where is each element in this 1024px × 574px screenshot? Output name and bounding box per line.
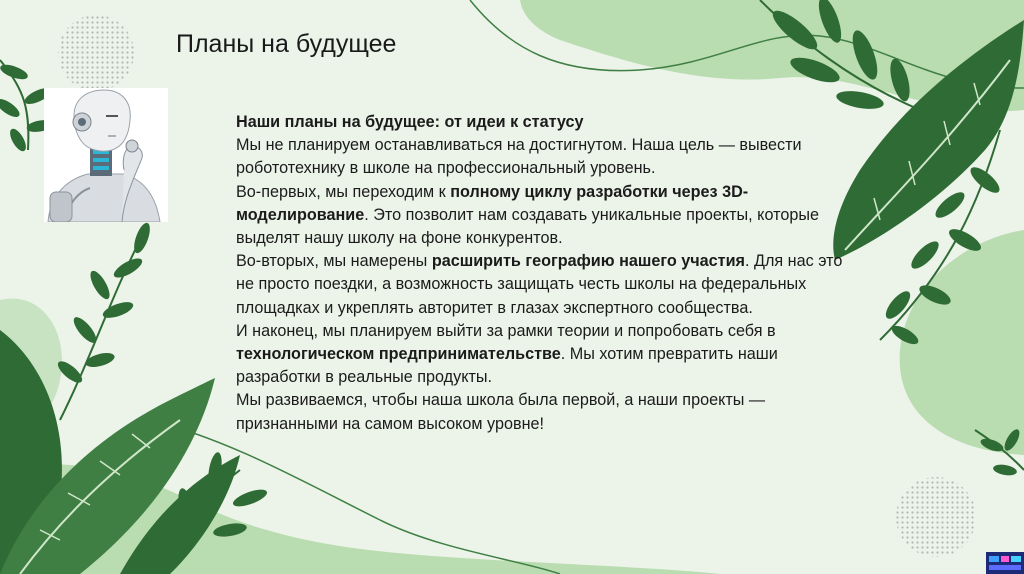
body-paragraph-2-start: Во-первых, мы переходим к: [236, 182, 451, 201]
body-heading: [236, 111, 856, 134]
robot-illustration: [44, 88, 168, 222]
dotted-circle-bottom: [896, 477, 976, 557]
dotted-circle-top: [58, 15, 134, 91]
body-paragraph-3: [236, 250, 856, 320]
body-paragraph-2-end: . Это позволит нам создавать уникальные проекты, которые выделят нашу школу на фоне конкурентов.: [236, 205, 819, 248]
presentation-badge-icon: [986, 552, 1024, 574]
body-paragraph-4-start: И наконец, мы планируем выйти за рамки теории и попробовать себя в: [236, 321, 776, 340]
slide-body-text: [236, 111, 856, 436]
body-paragraph-4-highlight: технологическом предпринимательстве: [236, 345, 561, 364]
body-paragraph-5: Мы развиваемся, чтобы наша школа была первой, а наши проекты — признанными на самом высоком уровне!: [236, 391, 766, 433]
body-paragraph-2-highlight: полному циклу разработки через 3D-моделирование: [236, 182, 749, 224]
body-heading-text: Наши планы на будущее: от идеи к статусу: [236, 113, 584, 131]
body-paragraph-4-end: . Мы хотим превратить наши разработки в реальные продукты.: [236, 345, 778, 387]
body-paragraph-3-start: Во-вторых, мы намерены: [236, 252, 432, 271]
slide-title: Планы на будущее: [176, 30, 397, 58]
body-paragraph-4: [236, 320, 856, 390]
body-paragraph-3-highlight: расширить географию нашего участия: [431, 252, 745, 271]
body-paragraph-3-end: . Для нас это не просто поездки, а возможность защищать честь школы на федеральных площадках и укреплять авторитет в глазах экспертного сообщества.: [236, 252, 843, 317]
body-paragraph-1: Мы не планируем останавливаться на достигнутом. Наша цель — вывести робототехнику в школе на профессиональный уровень.: [236, 136, 802, 178]
leaf-stem-left: [55, 221, 153, 420]
body-paragraph-2: [236, 181, 856, 251]
